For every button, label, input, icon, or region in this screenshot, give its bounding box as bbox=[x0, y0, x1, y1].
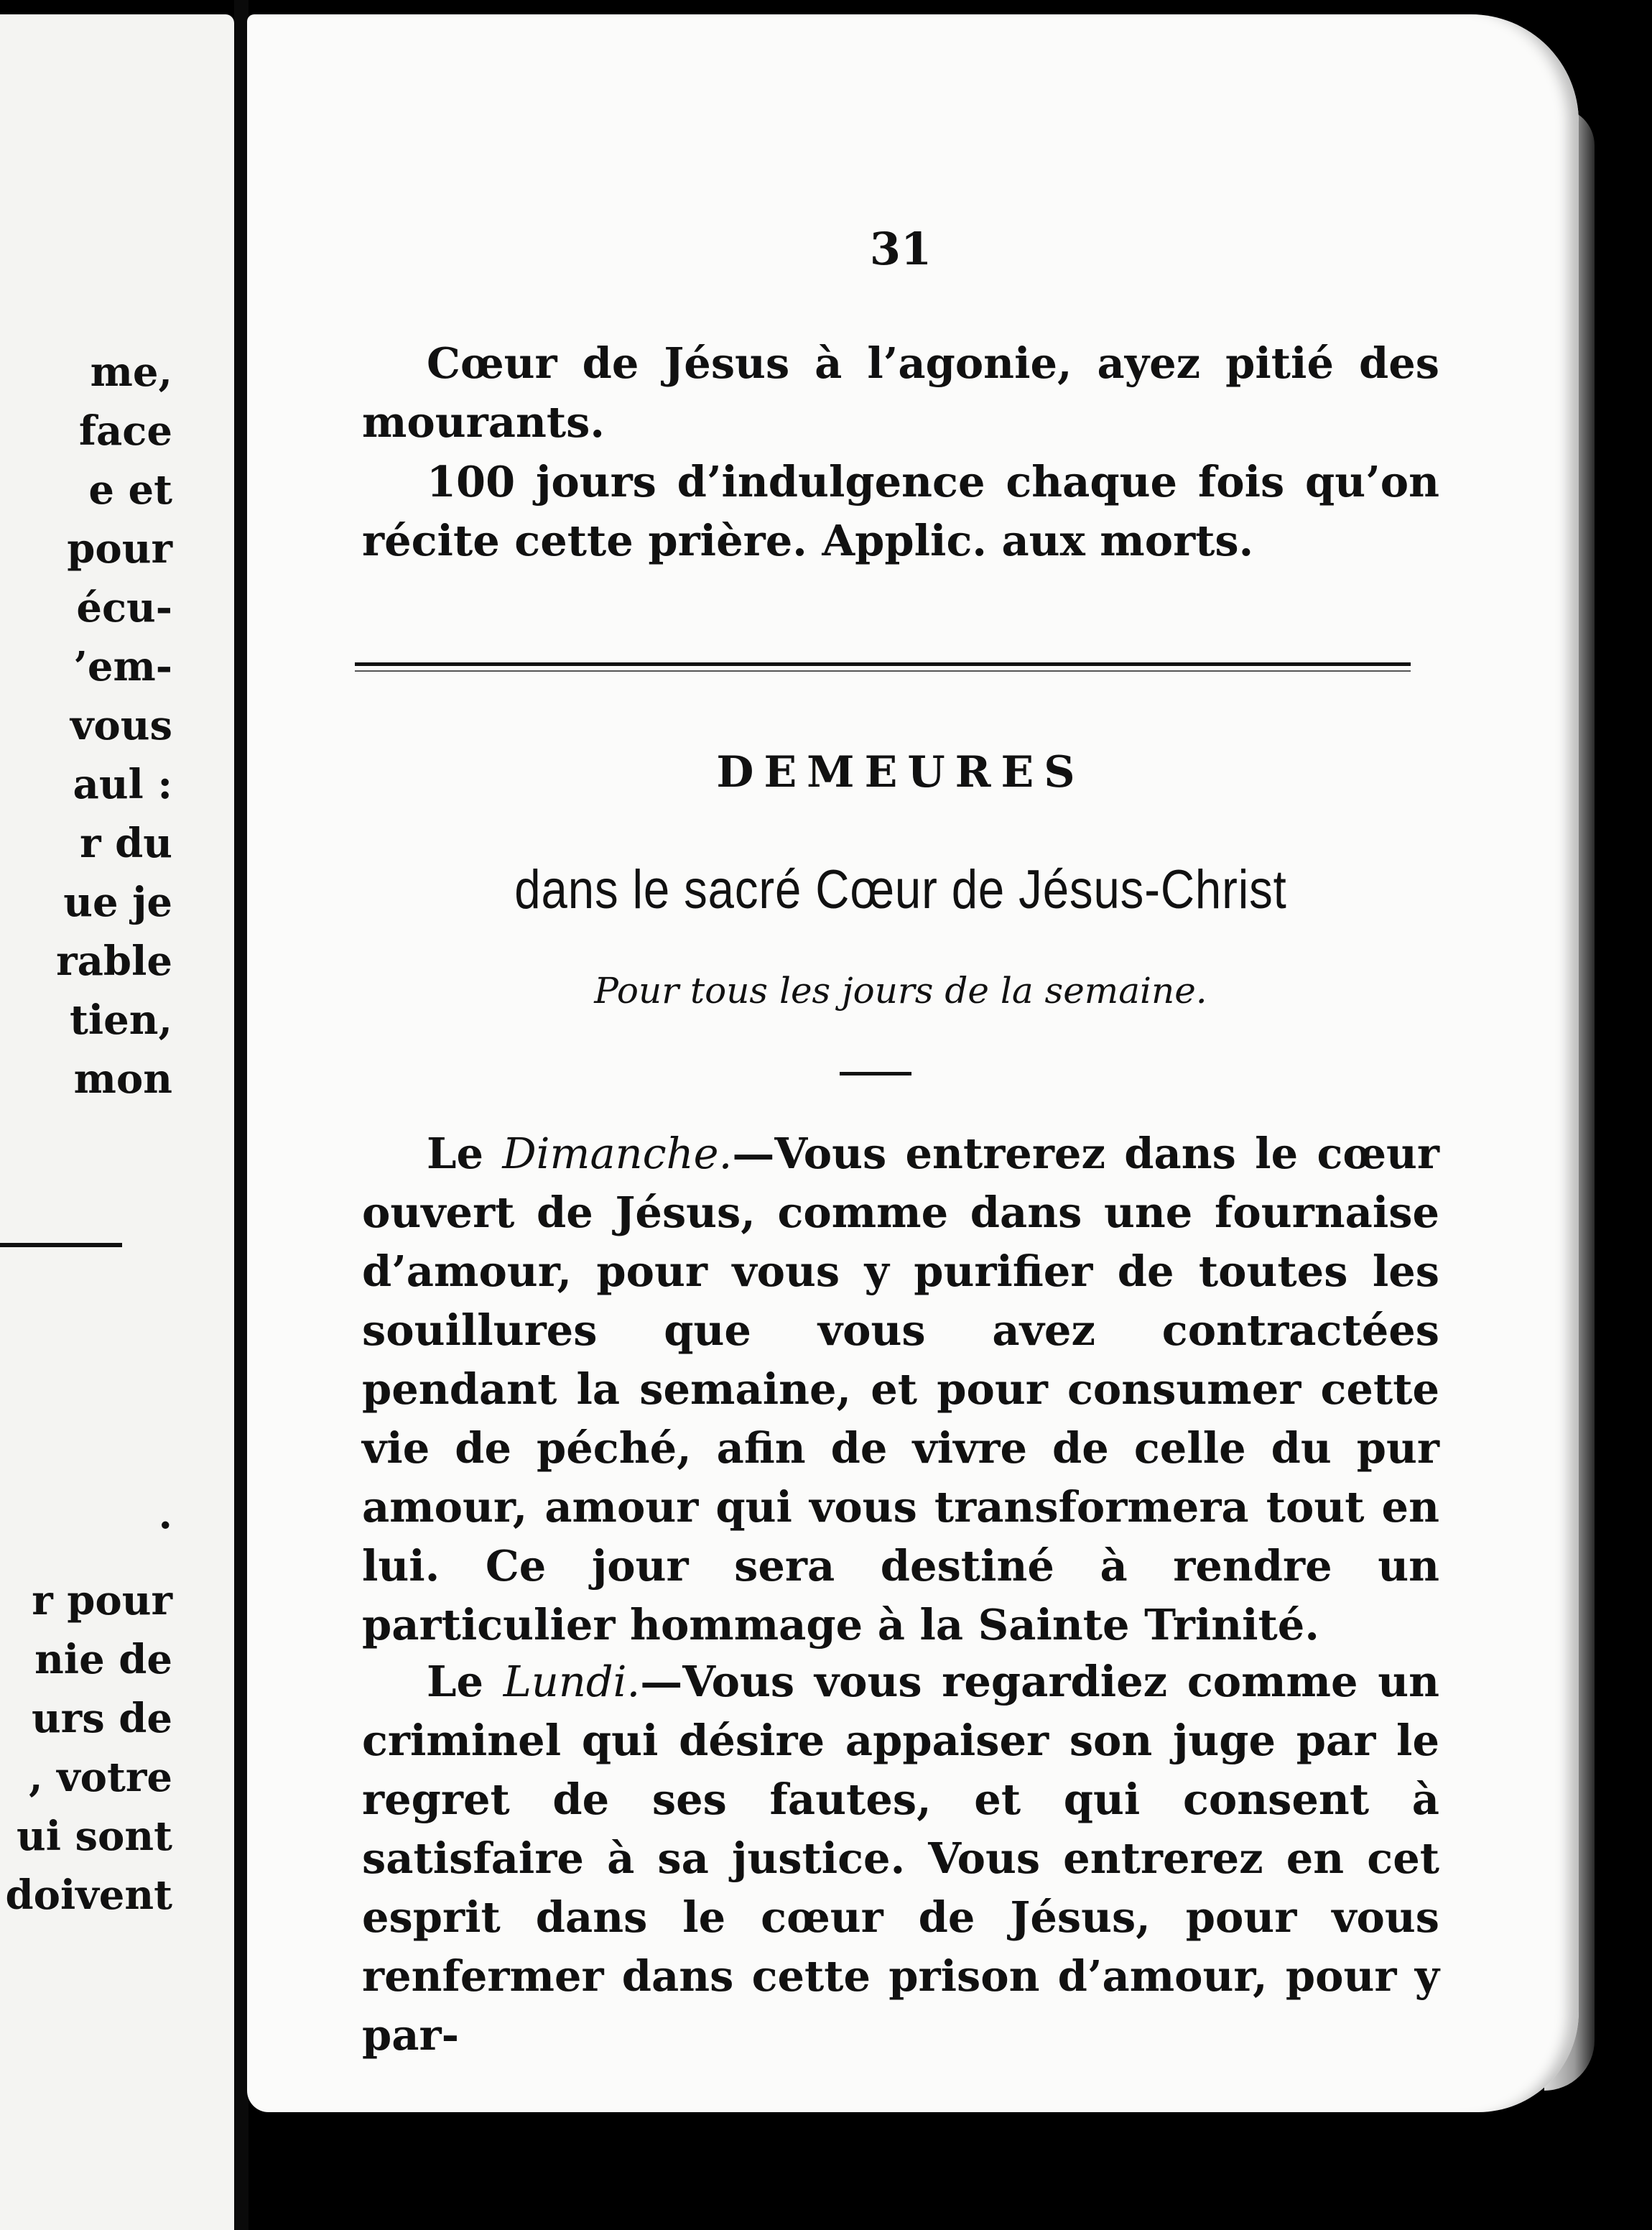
left-fragment: doivent bbox=[5, 1872, 172, 1919]
book-page bbox=[247, 14, 1579, 2112]
left-fragment: écu- bbox=[76, 584, 172, 631]
section-divider bbox=[355, 662, 1411, 672]
sunday-paragraph bbox=[362, 1124, 1439, 1655]
left-fragment: rable bbox=[56, 938, 172, 985]
left-fragment: . bbox=[158, 1491, 172, 1538]
left-fragment: face bbox=[78, 407, 172, 455]
sunday-day: Dimanche. bbox=[502, 1129, 733, 1178]
short-dash bbox=[840, 1072, 911, 1075]
monday-day: Lundi. bbox=[503, 1657, 641, 1706]
book-gutter bbox=[234, 0, 249, 2230]
section-heading: DEMEURES bbox=[716, 747, 1085, 797]
left-fragment: pour bbox=[67, 525, 172, 573]
left-fragment: nie de bbox=[34, 1636, 172, 1683]
left-fragment: urs de bbox=[31, 1695, 172, 1742]
left-fragment: ’em- bbox=[73, 643, 172, 690]
left-fragment: , votre bbox=[29, 1754, 172, 1801]
left-fragment: vous bbox=[70, 702, 172, 749]
left-fragment: ui sont bbox=[17, 1813, 172, 1860]
section-note: Pour tous les jours de la semaine. bbox=[594, 970, 1207, 1012]
previous-page-fragment bbox=[0, 14, 234, 2230]
monday-text: —Vous vous regardiez comme un criminel qui désire appaiser son juge par le regret de ses fautes, et qui consent à satisfaire à sa justice. Vous entrerez en cet esprit dans le cœur de Jésus, pour vous renfermer dans cette prison d’amour, pour y par- bbox=[362, 1657, 1439, 2060]
left-divider bbox=[0, 1243, 122, 1247]
left-fragment: me, bbox=[90, 348, 172, 396]
invocation-paragraph: Cœur de Jésus à l’agonie, ayez pitié des mourants. bbox=[362, 338, 1439, 447]
indulgence-paragraph: 100 jours d’indulgence chaque fois qu’on récite cette prière. Applic. aux morts. bbox=[362, 457, 1439, 565]
left-fragment: e et bbox=[88, 466, 172, 514]
left-fragment: aul : bbox=[73, 761, 172, 808]
section-subtitle: dans le sacré Cœur de Jésus-Christ bbox=[514, 859, 1287, 920]
left-fragment: ue je bbox=[63, 879, 172, 926]
sunday-lead: Le bbox=[427, 1129, 503, 1178]
page-number: 31 bbox=[869, 223, 932, 275]
sunday-text: —Vous entrerez dans le cœur ouvert de Jésus, comme dans une fournaise d’amour, pour vous y purifier de toutes les souillures que vous avez contractées pendant la semaine, et pour consumer cette vie de péché, afin de vivre de celle du pur amour, amour qui vous transformera tout en lui. Ce jour sera destiné à rendre un particulier hommage à la Sainte Trinité. bbox=[362, 1129, 1439, 1650]
left-fragment: tien, bbox=[70, 996, 172, 1044]
monday-paragraph bbox=[362, 1652, 1439, 2065]
left-fragment: mon bbox=[73, 1055, 172, 1103]
left-fragment: r du bbox=[80, 820, 172, 867]
monday-lead: Le bbox=[427, 1657, 504, 1706]
left-fragment: r pour bbox=[32, 1577, 172, 1624]
